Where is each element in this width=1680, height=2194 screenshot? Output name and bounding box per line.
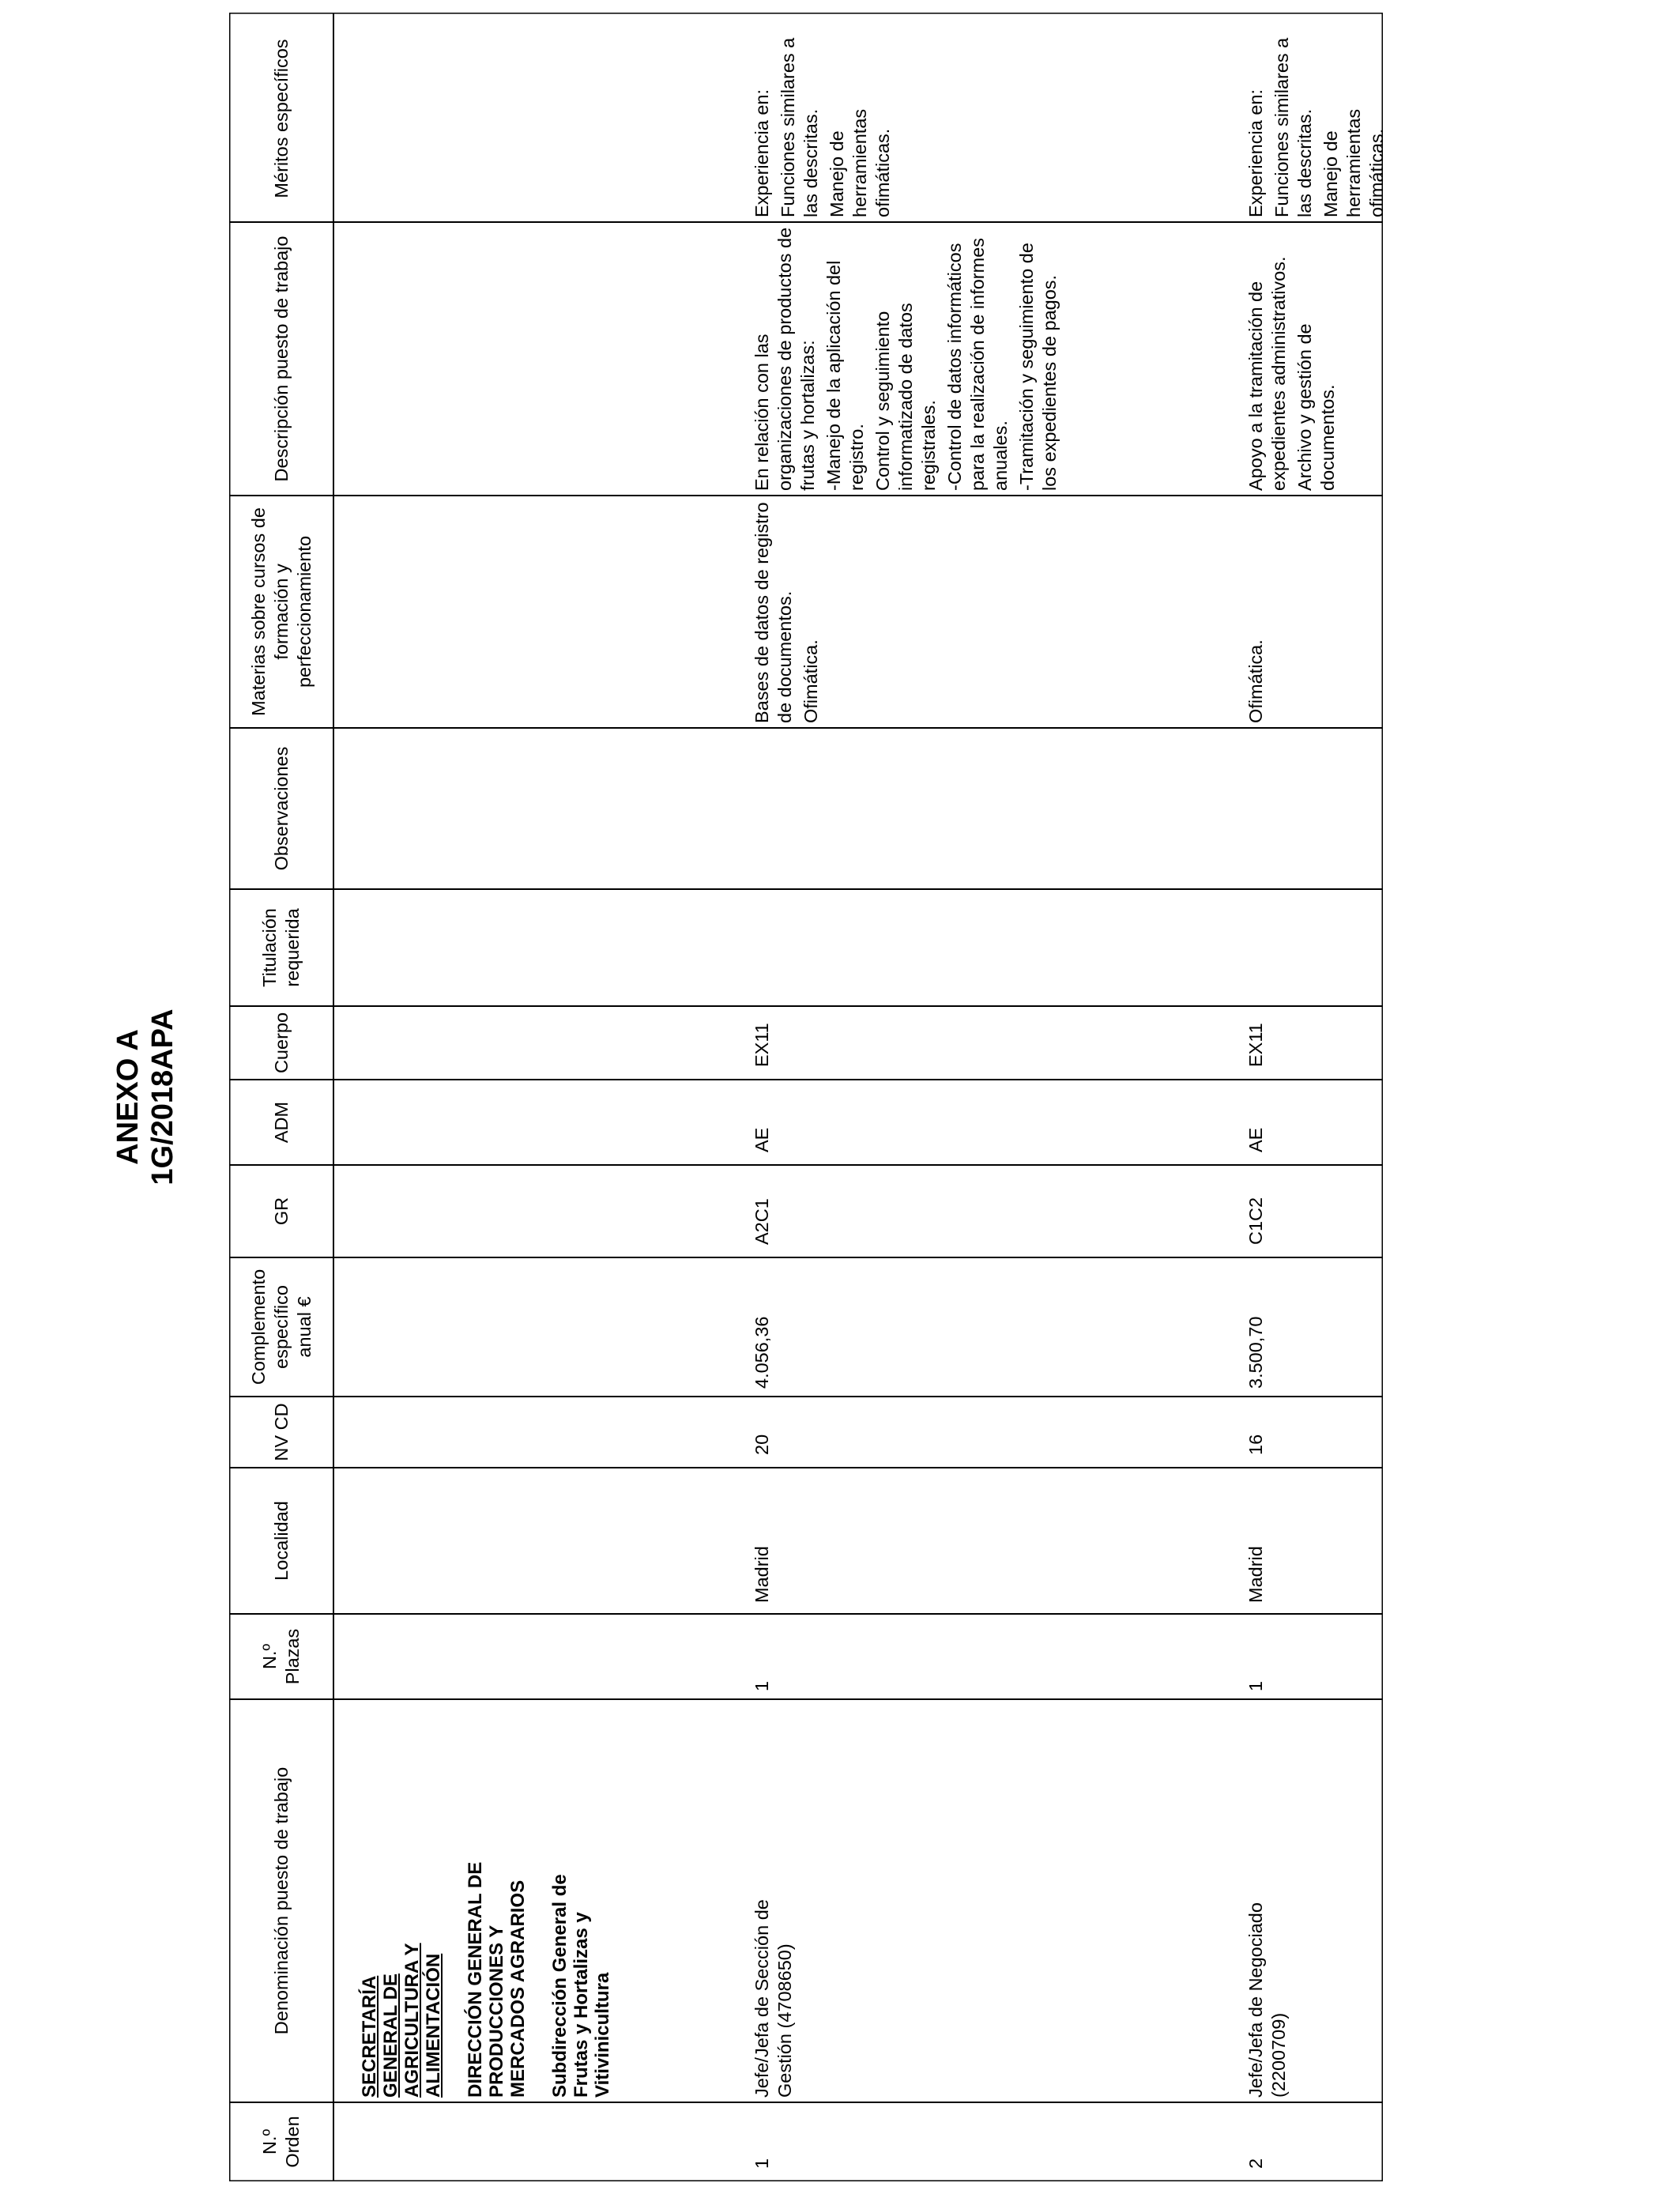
- row-1-plazas: [751, 1614, 1240, 1699]
- row-2-nvcd: [1245, 1397, 1378, 1468]
- header-descripcion-label: Descripción puesto de trabajo: [270, 236, 292, 482]
- row-1-titulacion: [751, 889, 1240, 1006]
- organization-subdireccion: Subdirección General de Frutas y Hortalizas y Vitivinicultura: [549, 1874, 613, 2098]
- row-2-meritos-line: Experiencia en:: [1245, 89, 1266, 217]
- row-1-localidad: [751, 1468, 1240, 1614]
- header-plazas-label: N.º Plazas: [259, 1628, 303, 1685]
- header-denominacion: [229, 1699, 333, 2102]
- row-2-localidad: [1245, 1468, 1378, 1614]
- row-1-nvcd-value: 20: [751, 1434, 772, 1455]
- row-1-plazas-value: 1: [751, 1680, 772, 1691]
- header-localidad: [229, 1468, 333, 1614]
- row-1-descripcion: [751, 222, 1240, 496]
- header-gr-label: GR: [270, 1197, 292, 1226]
- row-2-orden-value: 2: [1245, 2158, 1266, 2169]
- header-titulacion-label: Titulación requerida: [259, 908, 303, 987]
- header-complemento: [229, 1257, 333, 1397]
- row-1-adm: [751, 1080, 1240, 1165]
- row-2-meritos: [1245, 15, 1387, 222]
- row-1-orden: [751, 2102, 1240, 2181]
- row-2-cuerpo-value: EX11: [1245, 1023, 1266, 1067]
- header-adm-label: ADM: [270, 1101, 292, 1144]
- row-2-denominacion-value: Jefe/Jefa de Negociado (2200709): [1245, 1902, 1289, 2098]
- row-2-descripcion-line: Archivo y gestión de documentos.: [1294, 323, 1338, 491]
- spacer: [529, 1704, 549, 2098]
- row-1-meritos-line: Experiencia en:: [751, 89, 772, 217]
- row-1-descripcion-line: En relación con las organizaciones de productos de frutas y hortalizas:: [751, 227, 818, 491]
- header-nvcd: [229, 1397, 333, 1468]
- header-observaciones: [229, 728, 333, 889]
- row-2-cuerpo: [1245, 1006, 1378, 1080]
- organization-secretaria: SECRETARÍA GENERAL DE AGRICULTURA Y ALIMENTACIÓN: [359, 1943, 444, 2098]
- organization-direccion: DIRECCIÓN GENERAL DE PRODUCCIONES Y MERCADOS AGRARIOS: [465, 1861, 529, 2098]
- row-1-materias: [751, 496, 1240, 728]
- header-adm: [229, 1080, 333, 1165]
- organization-block: [359, 1699, 751, 2102]
- row-2-adm: [1245, 1080, 1378, 1165]
- row-1-materias-line: Ofimática.: [800, 639, 821, 723]
- header-nvcd-label: NV CD: [270, 1403, 292, 1461]
- row-1-cuerpo-value: EX11: [751, 1023, 772, 1067]
- title-line-2: 1G/2018APA: [146, 1008, 179, 1186]
- header-observaciones-label: Observaciones: [270, 746, 292, 871]
- header-descripcion: [229, 222, 333, 496]
- row-1-descripcion-line: -Manejo de la aplicación del registro.: [823, 260, 867, 491]
- header-denominacion-label: Denominación puesto de trabajo: [270, 1766, 292, 2035]
- row-1-meritos: [751, 15, 1240, 222]
- document-title: [111, 997, 182, 1197]
- row-1-descripcion-line: -Tramitación y seguimiento de los expedientes de pagos.: [1016, 243, 1060, 491]
- row-1-observaciones: [751, 728, 1240, 889]
- header-cuerpo: [229, 1006, 333, 1080]
- header-localidad-label: Localidad: [270, 1501, 292, 1581]
- header-plazas: [229, 1614, 333, 1699]
- row-1-gr-value: A2C1: [751, 1198, 772, 1245]
- row-2-meritos-line: Manejo de herramientas ofimáticas.: [1320, 108, 1387, 217]
- positions-table: [229, 13, 1387, 2181]
- header-cuerpo-label: Cuerpo: [270, 1012, 292, 1074]
- row-1-materias-line: Bases de datos de registro de documentos.: [751, 502, 795, 723]
- row-2-titulacion: [1245, 889, 1378, 1006]
- row-1-denominacion: [751, 1699, 1240, 2102]
- header-titulacion: [229, 889, 333, 1006]
- row-2-nvcd-value: 16: [1245, 1434, 1266, 1455]
- header-meritos-label: Méritos específicos: [270, 39, 292, 198]
- header-orden: [229, 2102, 333, 2181]
- row-2-localidad-value: Madrid: [1245, 1546, 1266, 1603]
- row-1-complemento-value: 4.056,36: [751, 1316, 772, 1389]
- row-2-denominacion: [1245, 1699, 1378, 2102]
- row-1-complemento: [751, 1257, 1240, 1397]
- spacer: [444, 1704, 465, 2098]
- row-2-complemento-value: 3.500,70: [1245, 1316, 1266, 1389]
- row-2-plazas: [1245, 1614, 1378, 1699]
- row-2-gr-value: C1C2: [1245, 1197, 1266, 1245]
- title-line-1: ANEXO A: [111, 1029, 145, 1165]
- row-1-descripcion-line: Control y seguimiento informatizado de datos registrales.: [872, 303, 939, 491]
- row-2-materias: [1245, 496, 1378, 728]
- row-2-orden: [1245, 2102, 1378, 2181]
- header-gr: [229, 1165, 333, 1257]
- header-orden-label: N.º Orden: [259, 2116, 303, 2168]
- row-1-nvcd: [751, 1397, 1240, 1468]
- row-1-localidad-value: Madrid: [751, 1546, 772, 1603]
- row-1-orden-value: 1: [751, 2158, 772, 2169]
- row-1-meritos-line: Manejo de herramientas ofimáticas.: [827, 108, 893, 217]
- row-2-descripcion: [1245, 222, 1378, 496]
- header-meritos: [229, 15, 333, 222]
- row-2-meritos-line: Funciones similares a las descritas.: [1271, 37, 1315, 217]
- row-1-meritos-line: Funciones similares a las descritas.: [778, 37, 821, 217]
- row-2-complemento: [1245, 1257, 1378, 1397]
- row-2-materias-line: Ofimática.: [1245, 639, 1266, 723]
- row-1-descripcion-line: -Control de datos informáticos para la realización de informes anuales.: [944, 237, 1011, 491]
- header-materias: [229, 496, 333, 728]
- row-1-adm-value: AE: [751, 1127, 772, 1152]
- row-2-observaciones: [1245, 728, 1378, 889]
- row-2-descripcion-line: Apoyo a la tramitación de expedientes administrativos.: [1245, 256, 1289, 491]
- row-1-cuerpo: [751, 1006, 1240, 1080]
- header-complemento-label: Complemento específico anual €: [247, 1269, 315, 1385]
- row-2-gr: [1245, 1165, 1378, 1257]
- row-2-adm-value: AE: [1245, 1127, 1266, 1152]
- header-materias-label: Materias sobre cursos de formación y perfeccionamiento: [247, 507, 315, 716]
- row-1-denominacion-value: Jefe/Jefa de Sección de Gestión (4708650): [751, 1899, 795, 2098]
- row-2-plazas-value: 1: [1245, 1680, 1266, 1691]
- row-1-gr: [751, 1165, 1240, 1257]
